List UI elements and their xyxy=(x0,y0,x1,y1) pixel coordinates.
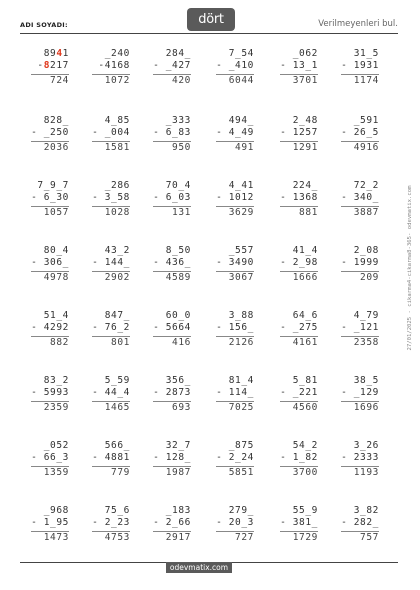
minuend: _968 xyxy=(43,505,69,516)
minuend: 566_ xyxy=(104,440,130,451)
minuend: 55_9 xyxy=(292,505,318,516)
minuend: 8_50 xyxy=(165,245,191,256)
subtrahend: - 66_3 xyxy=(31,452,69,463)
difference: 209 xyxy=(360,272,379,283)
subtrahend: - _410 xyxy=(216,60,254,71)
minuend: 8941 xyxy=(43,48,69,59)
minuend: 70_4 xyxy=(165,180,191,191)
minuend: 81_4 xyxy=(228,375,254,386)
difference: 4916 xyxy=(353,142,379,153)
minuend: _062 xyxy=(292,48,318,59)
subtrahend: - 13_1 xyxy=(280,60,318,71)
difference: 1291 xyxy=(292,142,318,153)
subtrahend: - _004 xyxy=(92,127,130,138)
difference: 3887 xyxy=(353,207,379,218)
difference: 1174 xyxy=(353,75,379,86)
subtrahend: - 6_83 xyxy=(153,127,191,138)
difference: 2902 xyxy=(104,272,130,283)
difference: 4753 xyxy=(104,532,130,543)
subtrahend: - 128_ xyxy=(153,452,191,463)
difference: 3629 xyxy=(228,207,254,218)
subtrahend: - 436_ xyxy=(153,257,191,268)
minuend: 31_5 xyxy=(353,48,379,59)
subtrahend: - 1_95 xyxy=(31,517,69,528)
subtrahend: - 1_82 xyxy=(280,452,318,463)
difference: 1696 xyxy=(353,402,379,413)
subtrahend: - 3_58 xyxy=(92,192,130,203)
minuend: 279_ xyxy=(228,505,254,516)
name-label: ADI SOYADI: xyxy=(20,21,68,29)
subtrahend: - _250 xyxy=(31,127,69,138)
difference: 2359 xyxy=(43,402,69,413)
difference: 420 xyxy=(172,75,191,86)
subtrahend: - 381_ xyxy=(280,517,318,528)
minuend: _591 xyxy=(353,115,379,126)
minuend: 41_4 xyxy=(292,245,318,256)
minuend: _286 xyxy=(104,180,130,191)
difference: 757 xyxy=(360,532,379,543)
difference: 4161 xyxy=(292,337,318,348)
subtrahend: - 20_3 xyxy=(216,517,254,528)
minuend: 2_08 xyxy=(353,245,379,256)
minuend: _875 xyxy=(228,440,254,451)
subtrahend: - 2_98 xyxy=(280,257,318,268)
difference: 2358 xyxy=(353,337,379,348)
minuend: _052 xyxy=(43,440,69,451)
difference: 1666 xyxy=(292,272,318,283)
difference: 2126 xyxy=(228,337,254,348)
subtrahend: - 1999 xyxy=(341,257,379,268)
subtrahend: - 144_ xyxy=(92,257,130,268)
difference: 6044 xyxy=(228,75,254,86)
difference: 1359 xyxy=(43,467,69,478)
subtrahend: - _427 xyxy=(153,60,191,71)
minuend: 60_0 xyxy=(165,310,191,321)
difference: 491 xyxy=(235,142,254,153)
highlighted-digit: 4 xyxy=(56,48,63,59)
minuend: _183 xyxy=(165,505,191,516)
difference: 1473 xyxy=(43,532,69,543)
minuend: 2_48 xyxy=(292,115,318,126)
subtrahend: - 6_03 xyxy=(153,192,191,203)
difference: 801 xyxy=(111,337,130,348)
minuend: 32_7 xyxy=(165,440,191,451)
difference: 3700 xyxy=(292,467,318,478)
minuend: 5_59 xyxy=(104,375,130,386)
minuend: _557 xyxy=(228,245,254,256)
subtrahend: - 2333 xyxy=(341,452,379,463)
subtrahend: - 114_ xyxy=(216,387,254,398)
difference: 131 xyxy=(172,207,191,218)
subtrahend: - _121 xyxy=(341,322,379,333)
subtrahend: - 340_ xyxy=(341,192,379,203)
minuend: 828_ xyxy=(43,115,69,126)
minuend: 4_41 xyxy=(228,180,254,191)
minuend: 5_81 xyxy=(292,375,318,386)
minuend: 7_9_7 xyxy=(37,180,69,191)
minuend: 224_ xyxy=(292,180,318,191)
footer-site: odevmatix.com xyxy=(166,562,232,573)
minuend: 356_ xyxy=(165,375,191,386)
subtrahend: - 1931 xyxy=(341,60,379,71)
difference: 1028 xyxy=(104,207,130,218)
subtrahend: - 282_ xyxy=(341,517,379,528)
difference: 1057 xyxy=(43,207,69,218)
minuend: _240 xyxy=(104,48,130,59)
subtrahend: - 306_ xyxy=(31,257,69,268)
subtrahend: - 4292 xyxy=(31,322,69,333)
subtrahend: - 5664 xyxy=(153,322,191,333)
subtrahend: - 76_2 xyxy=(92,322,130,333)
minuend: 54_2 xyxy=(292,440,318,451)
minuend: 494_ xyxy=(228,115,254,126)
minuend: 83_2 xyxy=(43,375,69,386)
subtrahend: - 1012 xyxy=(216,192,254,203)
subtrahend: -4168 xyxy=(98,60,130,71)
minuend: 3_88 xyxy=(228,310,254,321)
difference: 1729 xyxy=(292,532,318,543)
instruction-text: Verilmeyenleri bul. xyxy=(318,19,398,29)
difference: 1465 xyxy=(104,402,130,413)
subtrahend: - 44_4 xyxy=(92,387,130,398)
difference: 881 xyxy=(299,207,318,218)
subtrahend: - 5993 xyxy=(31,387,69,398)
brand-logo: dört xyxy=(187,8,235,31)
minuend: 7_54 xyxy=(228,48,254,59)
difference: 1987 xyxy=(165,467,191,478)
minuend: 847_ xyxy=(104,310,130,321)
subtrahend: - _129 xyxy=(341,387,379,398)
subtrahend: - 6_30 xyxy=(31,192,69,203)
minuend: 3_82 xyxy=(353,505,379,516)
highlighted-digit: 8 xyxy=(43,60,51,71)
minuend: 51_4 xyxy=(43,310,69,321)
subtrahend: - 3490 xyxy=(216,257,254,268)
difference: 7025 xyxy=(228,402,254,413)
difference: 4589 xyxy=(165,272,191,283)
minuend: 80_4 xyxy=(43,245,69,256)
subtrahend: - 2_23 xyxy=(92,517,130,528)
minuend: 64_6 xyxy=(292,310,318,321)
subtrahend: - _275 xyxy=(280,322,318,333)
minuend: 3_26 xyxy=(353,440,379,451)
difference: 882 xyxy=(50,337,69,348)
subtrahend: - 1257 xyxy=(280,127,318,138)
minuend: 43_2 xyxy=(104,245,130,256)
subtrahend: -8217 xyxy=(37,60,69,71)
minuend: 284_ xyxy=(165,48,191,59)
difference: 3701 xyxy=(292,75,318,86)
difference: 1193 xyxy=(353,467,379,478)
difference: 416 xyxy=(172,337,191,348)
difference: 950 xyxy=(172,142,191,153)
subtrahend: - 2_66 xyxy=(153,517,191,528)
subtrahend: - 156_ xyxy=(216,322,254,333)
subtrahend: - 4_49 xyxy=(216,127,254,138)
minuend: 75_6 xyxy=(104,505,130,516)
difference: 779 xyxy=(111,467,130,478)
subtrahend: - 2_24 xyxy=(216,452,254,463)
difference: 2917 xyxy=(165,532,191,543)
subtrahend: - 1368 xyxy=(280,192,318,203)
subtrahend: - _221 xyxy=(280,387,318,398)
difference: 693 xyxy=(172,402,191,413)
difference: 2036 xyxy=(43,142,69,153)
minuend: 4_85 xyxy=(104,115,130,126)
difference: 1072 xyxy=(104,75,130,86)
subtrahend: - 4881 xyxy=(92,452,130,463)
subtrahend: - 2873 xyxy=(153,387,191,398)
subtrahend: - 26_5 xyxy=(341,127,379,138)
minuend: 38_5 xyxy=(353,375,379,386)
minuend: _333 xyxy=(165,115,191,126)
difference: 4560 xyxy=(292,402,318,413)
difference: 5851 xyxy=(228,467,254,478)
minuend: 72_2 xyxy=(353,180,379,191)
difference: 727 xyxy=(235,532,254,543)
side-note: 27/01/2025 - cikarma4-cikarma8-365- odevmatix.com xyxy=(407,185,413,351)
difference: 4978 xyxy=(43,272,69,283)
difference: 1581 xyxy=(104,142,130,153)
difference: 724 xyxy=(50,75,69,86)
difference: 3067 xyxy=(228,272,254,283)
minuend: 4_79 xyxy=(353,310,379,321)
